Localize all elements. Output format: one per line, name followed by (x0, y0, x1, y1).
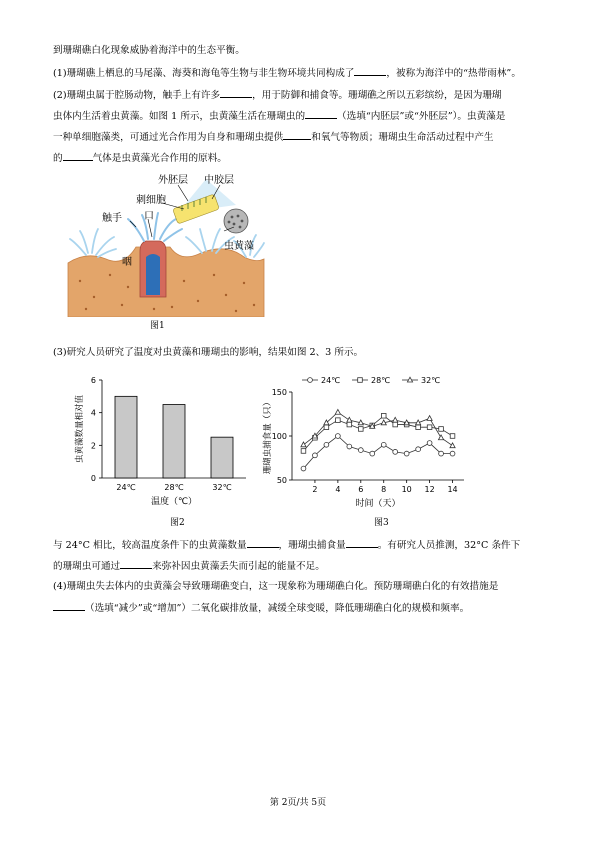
question-1: (1)珊瑚礁上栖息的马尾藻、海葵和海龟等生物与非生物环境共同构成了 ，被称为海洋中的“热带雨林”。 (53, 68, 521, 79)
figure-1-caption: 图1 (150, 321, 165, 331)
data-point-triangle (301, 442, 306, 447)
question-4: (4)珊瑚虫失去体内的虫黄藻会导致珊瑚礁变白，这一现象称为珊瑚礁白化。预防珊瑚礁白化的有效措施是 (53, 581, 499, 592)
answer-blank[interactable] (354, 66, 386, 76)
answer-blank[interactable] (346, 538, 378, 548)
data-point-circle (370, 451, 375, 456)
x-tick-label: 8 (381, 485, 387, 494)
legend-marker-square (358, 378, 363, 383)
x-tick-label: 32℃ (212, 483, 232, 492)
x-tick-label: 14 (447, 485, 458, 494)
data-point-triangle (347, 417, 352, 422)
figure-2-bar-chart (70, 370, 250, 510)
label-tentacle: 触手 (102, 213, 122, 224)
data-point-circle (393, 449, 398, 454)
data-point-circle (313, 453, 318, 458)
data-point-circle (427, 441, 432, 446)
data-point-square (347, 422, 352, 427)
x-tick-label: 24℃ (116, 483, 136, 492)
x-tick-label: 28℃ (164, 483, 184, 492)
question-2-line-4: 的 气体是虫黄藻光合作用的原料。 (53, 153, 227, 164)
data-point-circle (381, 442, 386, 447)
text-line-1: 到珊瑚礁白化现象威胁着海洋中的生态平衡。 (53, 45, 245, 56)
label-algae: 虫黄藻 (224, 241, 254, 252)
x-axis-label: 时间（天） (355, 499, 401, 509)
data-point-triangle (393, 417, 398, 422)
data-point-triangle (427, 416, 432, 421)
data-point-square (324, 425, 329, 430)
answer-blank[interactable] (120, 559, 152, 569)
data-point-circle (439, 451, 444, 456)
y-tick-label: 50 (276, 476, 287, 485)
data-point-circle (416, 447, 421, 452)
question-2: (2)珊瑚虫属于腔肠动物，触手上有许多 ，用于防御和捕食等。珊瑚礁之所以五彩缤纷，是因为珊瑚 (53, 90, 502, 101)
data-point-square (427, 425, 432, 430)
y-tick-label: 100 (271, 432, 287, 441)
data-point-triangle (438, 435, 443, 440)
x-tick-label: 2 (312, 485, 318, 494)
data-point-square (439, 427, 444, 432)
x-tick-label: 4 (335, 485, 341, 494)
data-point-triangle (335, 409, 340, 414)
data-point-circle (404, 451, 409, 456)
page-footer: 第 2页/共 5页 (269, 798, 327, 808)
x-axis-label: 温度（℃） (150, 497, 198, 507)
question-3: (3)研究人员研究了温度对虫黄藻和珊瑚虫的影响，结果如图 2、3 所示。 (53, 347, 364, 358)
question-3-text-1: 与 24°C 相比，较高温度条件下的虫黄藻数量 ，珊瑚虫捕食量 。有研究人员推测，32°C 条件下 (53, 540, 521, 551)
x-tick-label: 6 (358, 485, 364, 494)
data-point-square (336, 418, 341, 423)
legend-label: 28℃ (371, 376, 391, 385)
data-point-square (301, 449, 306, 454)
y-tick-label: 6 (90, 376, 96, 385)
data-point-circle (301, 466, 306, 471)
legend-label: 32℃ (421, 376, 441, 385)
data-point-triangle (450, 443, 455, 448)
answer-blank[interactable] (53, 601, 85, 611)
bar (211, 437, 233, 478)
question-4-line-2: （选填“减少”或“增加”）二氧化碳排放量，减缓全球变暖，降低珊瑚礁白化的规模和频率。 (53, 601, 469, 615)
legend-marker-circle (308, 378, 313, 383)
x-tick-label: 10 (401, 485, 412, 494)
data-point-square (381, 413, 386, 418)
data-point-square (450, 434, 455, 439)
y-axis-label: 珊瑚虫捕食量（只） (263, 397, 273, 475)
data-point-square (416, 425, 421, 430)
y-tick-label: 0 (90, 474, 96, 483)
figure-3-line-chart (258, 370, 468, 510)
answer-blank[interactable] (247, 538, 279, 548)
figure-2-caption: 图2 (170, 518, 185, 528)
data-point-circle (335, 434, 340, 439)
figure-1-coral-diagram (66, 171, 266, 317)
y-tick-label: 4 (90, 408, 96, 418)
data-point-square (393, 422, 398, 427)
question-3-text-2: 的珊瑚虫可通过 来弥补因虫黄藻丢失而引起的能量不足。 (53, 561, 325, 572)
label-pharynx: 咽 (122, 257, 132, 268)
answer-blank[interactable] (305, 109, 337, 119)
bar (163, 405, 185, 479)
answer-blank[interactable] (283, 130, 311, 140)
y-axis-label: 虫黄藻数量相对值 (75, 394, 85, 464)
figure-3-caption: 图3 (374, 518, 389, 528)
y-tick-label: 150 (271, 388, 287, 397)
data-point-circle (347, 444, 352, 449)
label-cnidocyte: 刺细胞 (136, 195, 166, 206)
label-mouth: 口 (144, 211, 154, 222)
label-outer-layer: 外胚层 (158, 175, 188, 186)
data-point-circle (358, 448, 363, 453)
question-2-line-3: 一种单细胞藻类，可通过光合作用为自身和珊瑚虫提供 和氧气等物质；珊瑚虫生命活动过程中产生 (53, 132, 494, 143)
bar (115, 396, 137, 478)
answer-blank[interactable] (63, 151, 93, 161)
label-middle-layer: 中胶层 (204, 175, 234, 186)
x-tick-label: 12 (424, 485, 435, 494)
y-tick-label: 2 (90, 441, 96, 451)
question-2-line-2: 虫体内生活着虫黄藻。如图 1 所示，虫黄藻生活在珊瑚虫的 （选填“内胚层”或“外胚层”）。虫黄藻是 (53, 111, 506, 122)
pharynx-cavity (146, 254, 160, 295)
legend-label: 24℃ (321, 376, 341, 385)
data-point-square (359, 427, 364, 432)
data-point-circle (324, 442, 329, 447)
data-point-circle (450, 451, 455, 456)
answer-blank[interactable] (220, 88, 252, 98)
